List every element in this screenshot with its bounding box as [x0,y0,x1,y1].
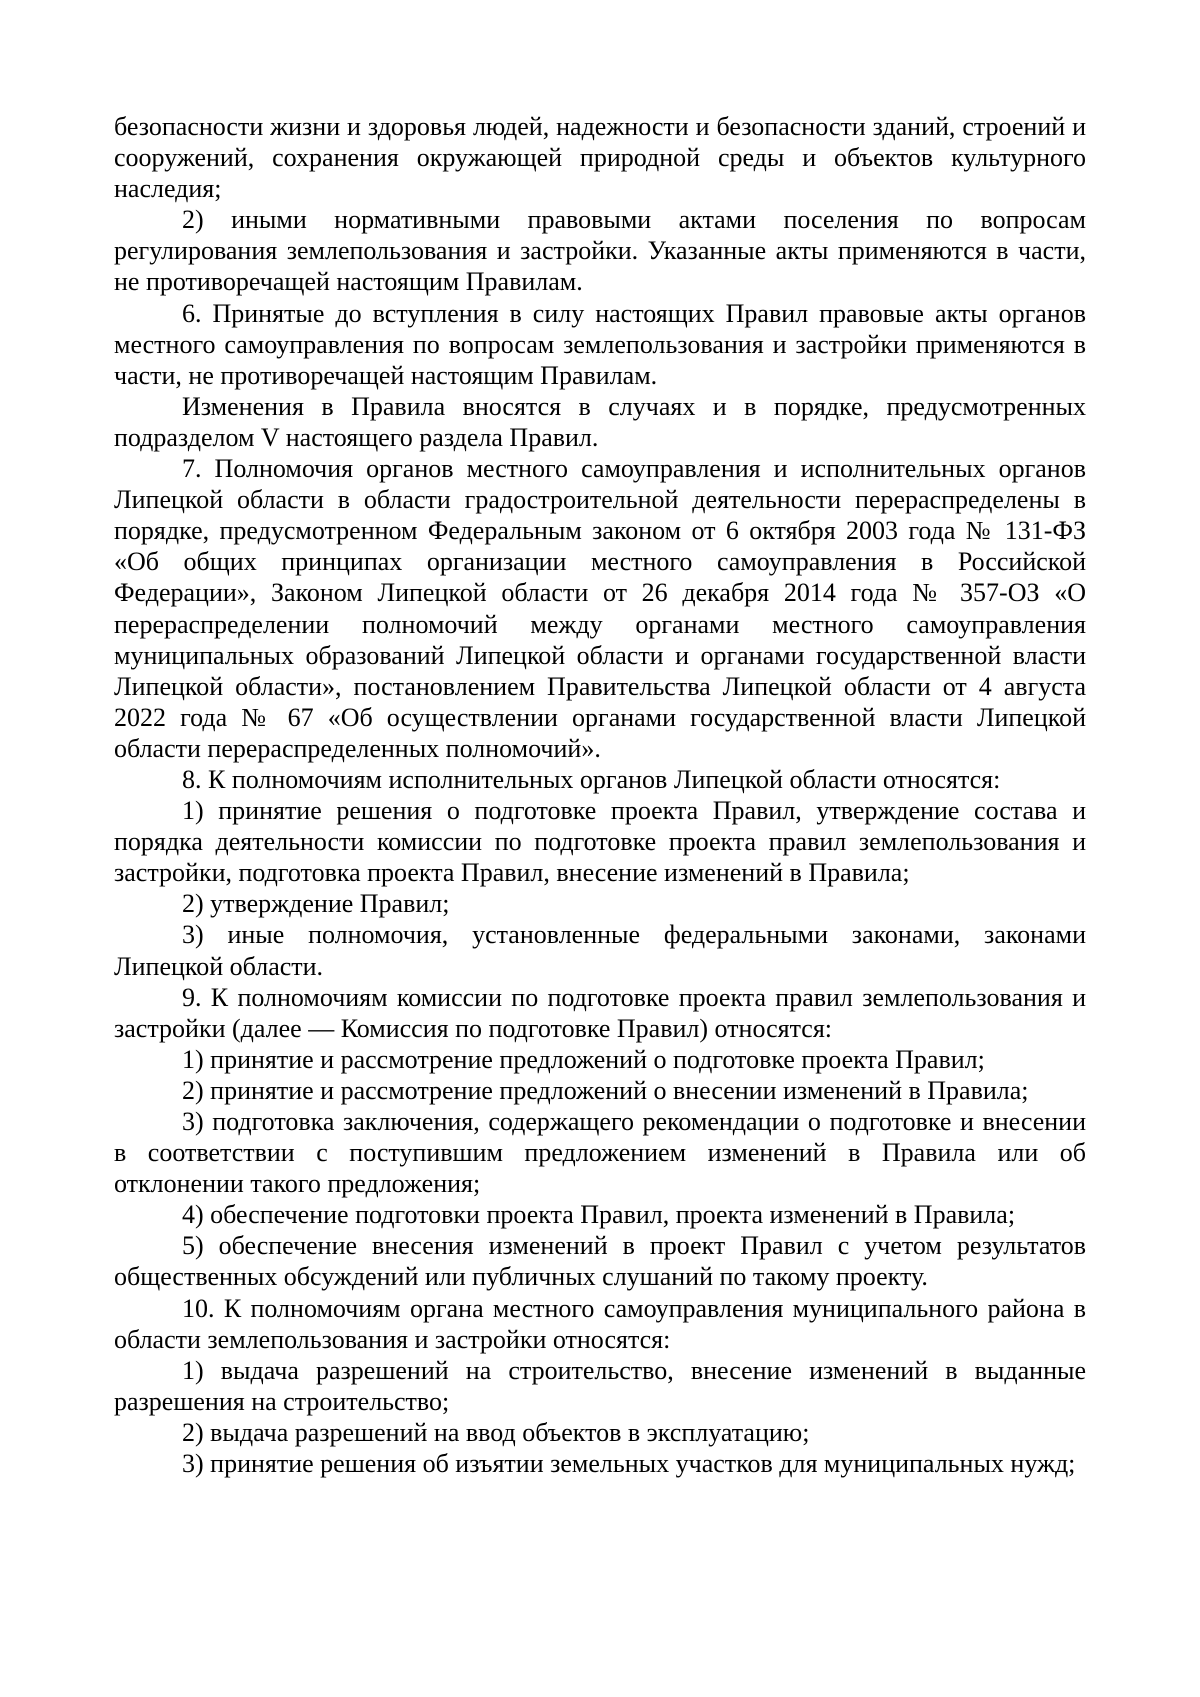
paragraph-item-2-other-acts: 2) иными нормативными правовыми актами поселения по вопросам регулирования землепользования и застройки. Указанные акты применяются в части, не противоречащей настоящим Правилам. [114,205,1086,297]
paragraph-7-powers-redistribution: 7. Полномочия органов местного самоуправления и исполнительных органов Липецкой области в области градостроительной деятельности перераспределены в порядке, предусмотренном Федеральным законом от 6 октября 2003 года № 131-ФЗ «Об общих принципах организации местного самоуправления в Российской Федерации», Законом Липецкой области от 26 декабря 2014 года № 357-ОЗ «О перераспределении полномочий между органами местного самоуправления муниципальных образований Липецкой области и органами государственной власти Липецкой области», постановлением Правительства Липецкой области от 4 августа 2022 года № 67 «Об осуществлении органами государственной власти Липецкой области перераспределенных полномочий». [114,454,1086,763]
paragraph-9-item-1: 1) принятие и рассмотрение предложений о подготовке проекта Правил; [182,1044,985,1074]
paragraph-8-item-1: 1) принятие решения о подготовке проекта Правил, утверждение состава и порядка деятельности комиссии по подготовке проекта правил землепользования и застройки, подготовка проекта Правил, внесение изменений в Правила; [114,796,1086,888]
paragraph-9-item-4: 4) обеспечение подготовки проекта Правил, проекта изменений в Правила; [182,1200,1016,1230]
paragraph-safety-continuation: безопасности жизни и здоровья людей, надежности и безопасности зданий, строений и сооружений, сохранения окружающей природной среды и объектов культурного наследия; [114,112,1086,204]
paragraph-9-heading: 9. К полномочиям комиссии по подготовке проекта правил землепользования и застройки (далее — Комиссия по подготовке Правил) относятся: [114,982,1086,1043]
paragraph-8-item-2: 2) утверждение Правил; [182,889,450,919]
paragraph-6-prior-acts: 6. Принятые до вступления в силу настоящих Правил правовые акты органов местного самоуправления по вопросам землепользования и застройки применяются в части, не противоречащей настоящим Правилам. [114,298,1086,390]
paragraph-9-item-5: 5) обеспечение внесения изменений в проект Правил с учетом результатов общественных обсуждений или публичных слушаний по такому проекту. [114,1231,1086,1292]
document-page [114,111,1086,1479]
paragraph-10-heading: 10. К полномочиям органа местного самоуправления муниципального района в области землепользования и застройки относятся: [114,1293,1086,1354]
paragraph-9-item-3: 3) подготовка заключения, содержащего рекомендации о подготовке и внесении в соответствии с поступившим предложением изменений в Правила или об отклонении такого предложения; [114,1107,1086,1199]
paragraph-10-item-2: 2) выдача разрешений на ввод объектов в эксплуатацию; [182,1417,810,1447]
paragraph-10-item-3: 3) принятие решения об изъятии земельных участков для муниципальных нужд; [182,1449,1076,1479]
paragraph-8-item-3: 3) иные полномочия, установленные федеральными законами, законами Липецкой области. [114,920,1086,981]
paragraph-amendments: Изменения в Правила вносятся в случаях и в порядке, предусмотренных подразделом V настоящего раздела Правил. [114,391,1086,452]
paragraph-8-heading: 8. К полномочиям исполнительных органов Липецкой области относятся: [182,764,1001,794]
paragraph-9-item-2: 2) принятие и рассмотрение предложений о внесении изменений в Правила; [182,1075,1029,1105]
paragraph-10-item-1: 1) выдача разрешений на строительство, внесение изменений в выданные разрешения на строительство; [114,1355,1086,1416]
